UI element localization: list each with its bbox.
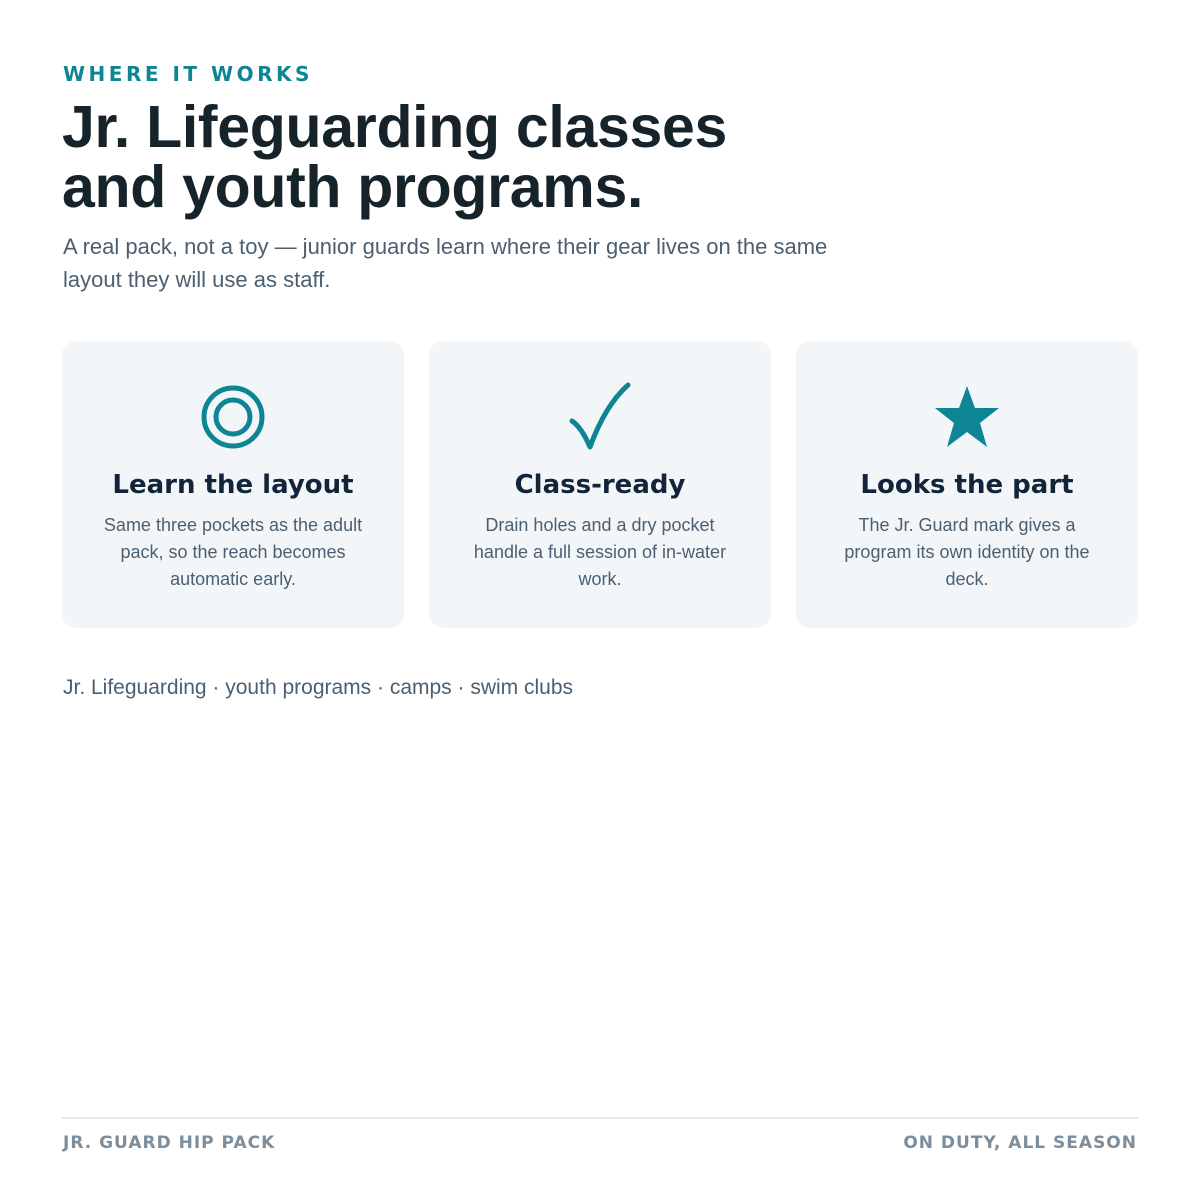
card-description <box>796 512 1138 593</box>
card-title: Looks the part <box>860 470 1074 500</box>
page-headline <box>62 94 728 220</box>
card-description-line: deck. <box>945 569 989 589</box>
target-icon <box>62 381 404 453</box>
headline-line-1: Jr. Lifeguarding classes <box>62 94 728 160</box>
feature-card-learn-layout <box>62 341 404 628</box>
star-icon <box>796 381 1138 453</box>
footer-divider <box>62 1117 1138 1119</box>
card-description-line: Same three pockets as the adult <box>103 515 363 535</box>
card-description-line: handle a full session of in-water <box>473 542 727 562</box>
intro-paragraph <box>63 230 923 296</box>
card-description-line: program its own identity on the <box>844 542 1090 562</box>
feature-card-class-ready <box>429 341 771 628</box>
card-description-line: automatic early. <box>170 569 296 589</box>
card-description <box>62 512 404 593</box>
checkmark-icon <box>429 381 771 453</box>
headline-line-2: and youth programs. <box>62 154 644 220</box>
section-eyebrow: WHERE IT WORKS <box>63 62 313 86</box>
feature-card-looks-the-part <box>796 341 1138 628</box>
intro-line-1: A real pack, not a toy — junior guards learn where their gear lives on the same <box>63 234 828 259</box>
card-description-line: pack, so the reach becomes <box>120 542 346 562</box>
footer-tagline: ON DUTY, ALL SEASON <box>903 1133 1137 1153</box>
footer-product-name: JR. GUARD HIP PACK <box>63 1133 276 1153</box>
card-description-line: The Jr. Guard mark gives a <box>858 515 1076 535</box>
card-title: Class-ready <box>514 470 686 500</box>
program-tags: Jr. Lifeguarding · youth programs · camps · swim clubs <box>63 676 574 699</box>
intro-line-2: layout they will use as staff. <box>63 267 331 292</box>
card-description-line: work. <box>578 569 622 589</box>
card-title: Learn the layout <box>112 470 354 500</box>
card-description <box>429 512 771 593</box>
card-description-line: Drain holes and a dry pocket <box>485 515 715 535</box>
